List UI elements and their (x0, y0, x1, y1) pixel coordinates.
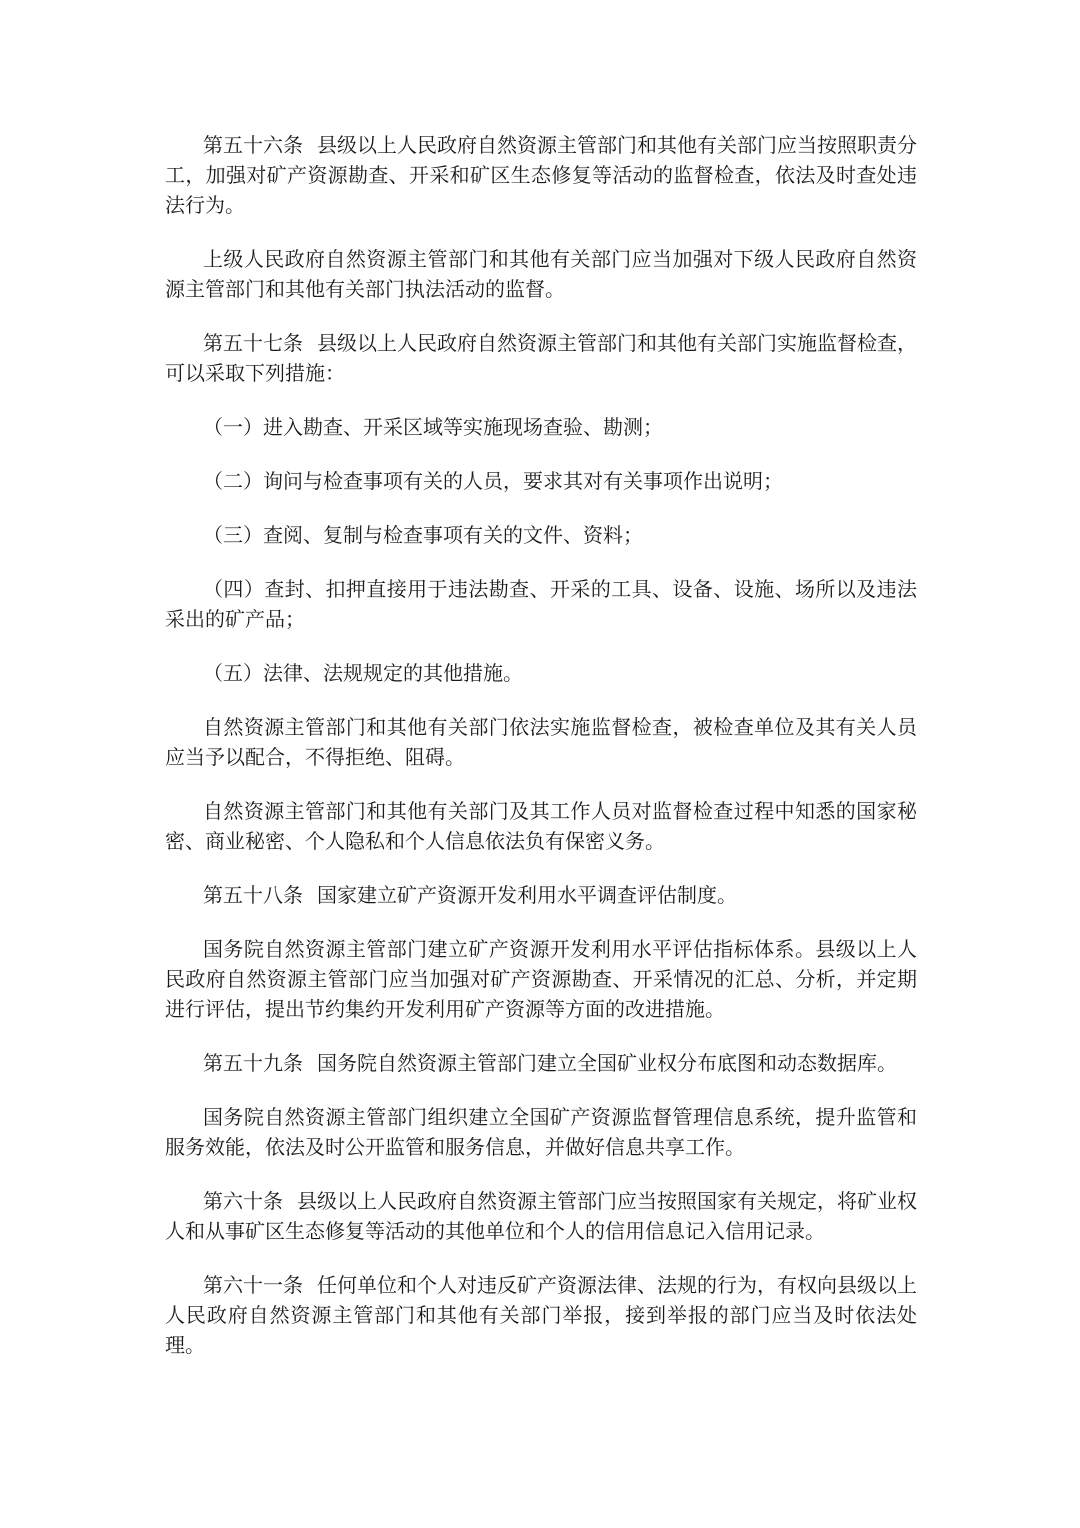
paragraph-text: 自然资源主管部门和其他有关部门依法实施监督检查，被检查单位及其有关人员应当予以配合，不得拒绝、阻碍。 (165, 715, 917, 769)
article-number: 第六十条 (203, 1189, 283, 1213)
list-item-5 (165, 658, 917, 688)
paragraph (165, 712, 917, 772)
paragraph-text: （五）法律、法规规定的其他措施。 (203, 661, 523, 685)
paragraph (165, 244, 917, 304)
paragraph-art57 (165, 328, 917, 388)
paragraph-text: 自然资源主管部门和其他有关部门及其工作人员对监督检查过程中知悉的国家秘密、商业秘密、个人隐私和个人信息依法负有保密义务。 (165, 799, 917, 853)
list-item-1 (165, 412, 917, 442)
article-number: 第五十九条 (203, 1051, 303, 1075)
article-number: 第五十七条 (203, 331, 303, 355)
article-number: 第六十一条 (203, 1273, 303, 1297)
paragraph (165, 796, 917, 856)
paragraph-text: 国务院自然资源主管部门建立全国矿业权分布底图和动态数据库。 (317, 1051, 897, 1075)
document-page (165, 130, 917, 1384)
paragraph-text: 国家建立矿产资源开发利用水平调查评估制度。 (317, 883, 737, 907)
paragraph-art61 (165, 1270, 917, 1360)
paragraph-text: 国务院自然资源主管部门组织建立全国矿产资源监督管理信息系统，提升监管和服务效能，依法及时公开监管和服务信息，并做好信息共享工作。 (165, 1105, 917, 1159)
paragraph-art59 (165, 1048, 917, 1078)
paragraph-text: 县级以上人民政府自然资源主管部门应当按照国家有关规定，将矿业权人和从事矿区生态修复等活动的其他单位和个人的信用信息记入信用记录。 (165, 1189, 917, 1243)
paragraph-text: 上级人民政府自然资源主管部门和其他有关部门应当加强对下级人民政府自然资源主管部门和其他有关部门执法活动的监督。 (165, 247, 917, 301)
list-item-2 (165, 466, 917, 496)
paragraph-text: （三）查阅、复制与检查事项有关的文件、资料； (203, 523, 643, 547)
paragraph-text: （四）查封、扣押直接用于违法勘查、开采的工具、设备、设施、场所以及违法采出的矿产品； (165, 577, 917, 631)
list-item-3 (165, 520, 917, 550)
paragraph-text: 县级以上人民政府自然资源主管部门和其他有关部门实施监督检查，可以采取下列措施： (165, 331, 917, 385)
article-number: 第五十八条 (203, 883, 303, 907)
paragraph-text: （二）询问与检查事项有关的人员，要求其对有关事项作出说明； (203, 469, 783, 493)
paragraph (165, 934, 917, 1024)
paragraph-text: 国务院自然资源主管部门建立矿产资源开发利用水平评估指标体系。县级以上人民政府自然资源主管部门应当加强对矿产资源勘查、开采情况的汇总、分析，并定期进行评估，提出节约集约开发利用矿产资源等方面的改进措施。 (165, 937, 917, 1021)
paragraph-text: （一）进入勘查、开采区域等实施现场查验、勘测； (203, 415, 663, 439)
article-number: 第五十六条 (203, 133, 303, 157)
paragraph-art58 (165, 880, 917, 910)
paragraph-text: 任何单位和个人对违反矿产资源法律、法规的行为，有权向县级以上人民政府自然资源主管部门和其他有关部门举报，接到举报的部门应当及时依法处理。 (165, 1273, 917, 1357)
paragraph-art56 (165, 130, 917, 220)
paragraph-art60 (165, 1186, 917, 1246)
list-item-4 (165, 574, 917, 634)
paragraph (165, 1102, 917, 1162)
paragraph-text: 县级以上人民政府自然资源主管部门和其他有关部门应当按照职责分工，加强对矿产资源勘查、开采和矿区生态修复等活动的监督检查，依法及时查处违法行为。 (165, 133, 917, 217)
